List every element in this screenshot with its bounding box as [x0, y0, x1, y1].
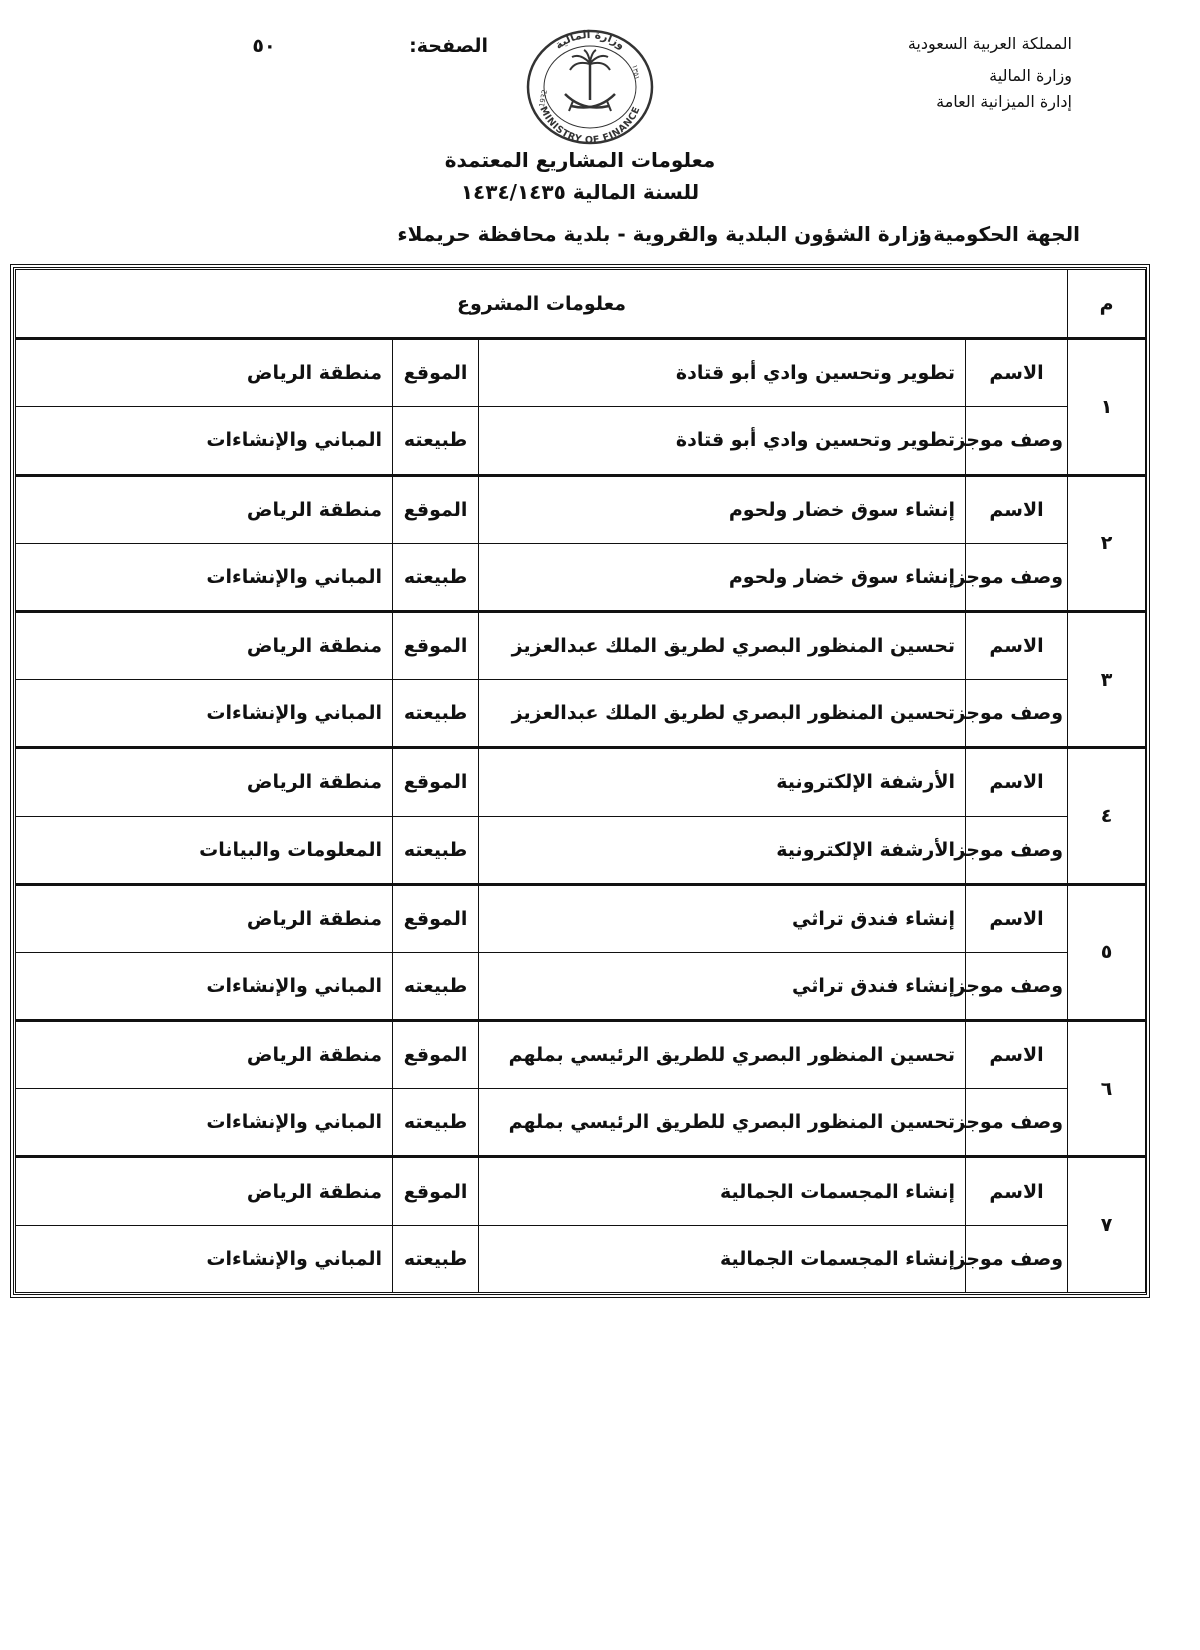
project-name: إنشاء المجسمات الجمالية: [479, 1157, 966, 1225]
description-label: وصف موجز: [966, 816, 1068, 884]
nature-label: طبيعته: [393, 816, 479, 884]
ministry-seal-logo: [525, 28, 655, 146]
location-label: الموقع: [393, 1157, 479, 1225]
page-label: الصفحة:: [409, 35, 488, 57]
table-row: [16, 1225, 1146, 1292]
location-label: الموقع: [393, 611, 479, 679]
nature-label: طبيعته: [393, 543, 479, 611]
project-name: تطوير وتحسين وادي أبو قتادة: [479, 339, 966, 407]
table-row: [16, 1021, 1146, 1089]
project-name: تحسين المنظور البصري للطريق الرئيسي بملهم: [479, 1021, 966, 1089]
project-nature: المباني والإنشاءات: [16, 543, 393, 611]
name-label: الاسم: [966, 884, 1068, 952]
description-label: وصف موجز: [966, 680, 1068, 748]
project-number: ١: [1068, 339, 1146, 475]
nature-label: طبيعته: [393, 1089, 479, 1157]
project-location: منطقة الرياض: [16, 748, 393, 816]
column-header-project-info: معلومات المشروع: [16, 270, 1068, 339]
project-nature: المباني والإنشاءات: [16, 1225, 393, 1292]
project-nature: المباني والإنشاءات: [16, 1089, 393, 1157]
description-label: وصف موجز: [966, 407, 1068, 475]
table-row: [16, 884, 1146, 952]
name-label: الاسم: [966, 1157, 1068, 1225]
project-location: منطقة الرياض: [16, 475, 393, 543]
org-line-department: إدارة الميزانية العامة: [936, 92, 1072, 111]
document-title: معلومات المشاريع المعتمدة: [444, 148, 716, 172]
project-number: ٧: [1068, 1157, 1146, 1293]
project-nature: المعلومات والبيانات: [16, 816, 393, 884]
nature-label: طبيعته: [393, 407, 479, 475]
table-header-row: [16, 270, 1146, 339]
nature-label: طبيعته: [393, 952, 479, 1020]
org-line-kingdom: المملكة العربية السعودية: [907, 34, 1072, 53]
location-label: الموقع: [393, 748, 479, 816]
description-label: وصف موجز: [966, 543, 1068, 611]
project-location: منطقة الرياض: [16, 611, 393, 679]
svg-text:MINISTRY OF FINANCE: MINISTRY OF FINANCE: [537, 104, 643, 146]
project-number: ٣: [1068, 611, 1146, 747]
government-entity-label: الجهة الحكومية :: [918, 222, 1080, 246]
name-label: الاسم: [966, 611, 1068, 679]
project-location: منطقة الرياض: [16, 884, 393, 952]
location-label: الموقع: [393, 339, 479, 407]
table-row: [16, 952, 1146, 1020]
government-entity-value: وزارة الشؤون البلدية والقروية - بلدية محافظة حريملاء: [397, 222, 932, 246]
project-name: إنشاء فندق تراثي: [479, 884, 966, 952]
project-number: ٦: [1068, 1021, 1146, 1157]
name-label: الاسم: [966, 1021, 1068, 1089]
table-row: [16, 611, 1146, 679]
nature-label: طبيعته: [393, 680, 479, 748]
nature-label: طبيعته: [393, 1225, 479, 1292]
location-label: الموقع: [393, 475, 479, 543]
project-location: منطقة الرياض: [16, 1021, 393, 1089]
description-label: وصف موجز: [966, 1089, 1068, 1157]
project-number: ٢: [1068, 475, 1146, 611]
project-description: تحسين المنظور البصري للطريق الرئيسي بملهم: [479, 1089, 966, 1157]
project-number: ٤: [1068, 748, 1146, 884]
description-label: وصف موجز: [966, 1225, 1068, 1292]
project-nature: المباني والإنشاءات: [16, 952, 393, 1020]
project-location: منطقة الرياض: [16, 339, 393, 407]
org-line-ministry: وزارة المالية: [989, 66, 1072, 85]
table-row: [16, 407, 1146, 475]
table-row: [16, 543, 1146, 611]
location-label: الموقع: [393, 884, 479, 952]
table-row: [16, 680, 1146, 748]
name-label: الاسم: [966, 748, 1068, 816]
location-label: الموقع: [393, 1021, 479, 1089]
table-row: [16, 816, 1146, 884]
project-description: إنشاء سوق خضار ولحوم: [479, 543, 966, 611]
svg-text:1932: 1932: [537, 88, 549, 108]
page-number: ٥٠: [252, 35, 276, 57]
project-description: تحسين المنظور البصري لطريق الملك عبدالعزيز: [479, 680, 966, 748]
fiscal-year-line: للسنة المالية ١٤٣٤/١٤٣٥: [460, 180, 700, 204]
project-nature: المباني والإنشاءات: [16, 407, 393, 475]
project-nature: المباني والإنشاءات: [16, 680, 393, 748]
table-row: [16, 748, 1146, 816]
project-name: الأرشفة الإلكترونية: [479, 748, 966, 816]
project-name: إنشاء سوق خضار ولحوم: [479, 475, 966, 543]
project-description: الأرشفة الإلكترونية: [479, 816, 966, 884]
svg-text:وزارة المالية: وزارة المالية: [552, 28, 628, 52]
project-name: تحسين المنظور البصري لطريق الملك عبدالعزيز: [479, 611, 966, 679]
project-description: تطوير وتحسين وادي أبو قتادة: [479, 407, 966, 475]
project-description: إنشاء المجسمات الجمالية: [479, 1225, 966, 1292]
table-row: [16, 1157, 1146, 1225]
svg-text:١٣٥١: ١٣٥١: [630, 64, 641, 81]
column-header-number: م: [1068, 270, 1146, 339]
name-label: الاسم: [966, 475, 1068, 543]
projects-table: [15, 269, 1146, 1293]
project-description: إنشاء فندق تراثي: [479, 952, 966, 1020]
table-row: [16, 1089, 1146, 1157]
table-row: [16, 475, 1146, 543]
table-row: [16, 339, 1146, 407]
project-number: ٥: [1068, 884, 1146, 1020]
name-label: الاسم: [966, 339, 1068, 407]
project-location: منطقة الرياض: [16, 1157, 393, 1225]
description-label: وصف موجز: [966, 952, 1068, 1020]
